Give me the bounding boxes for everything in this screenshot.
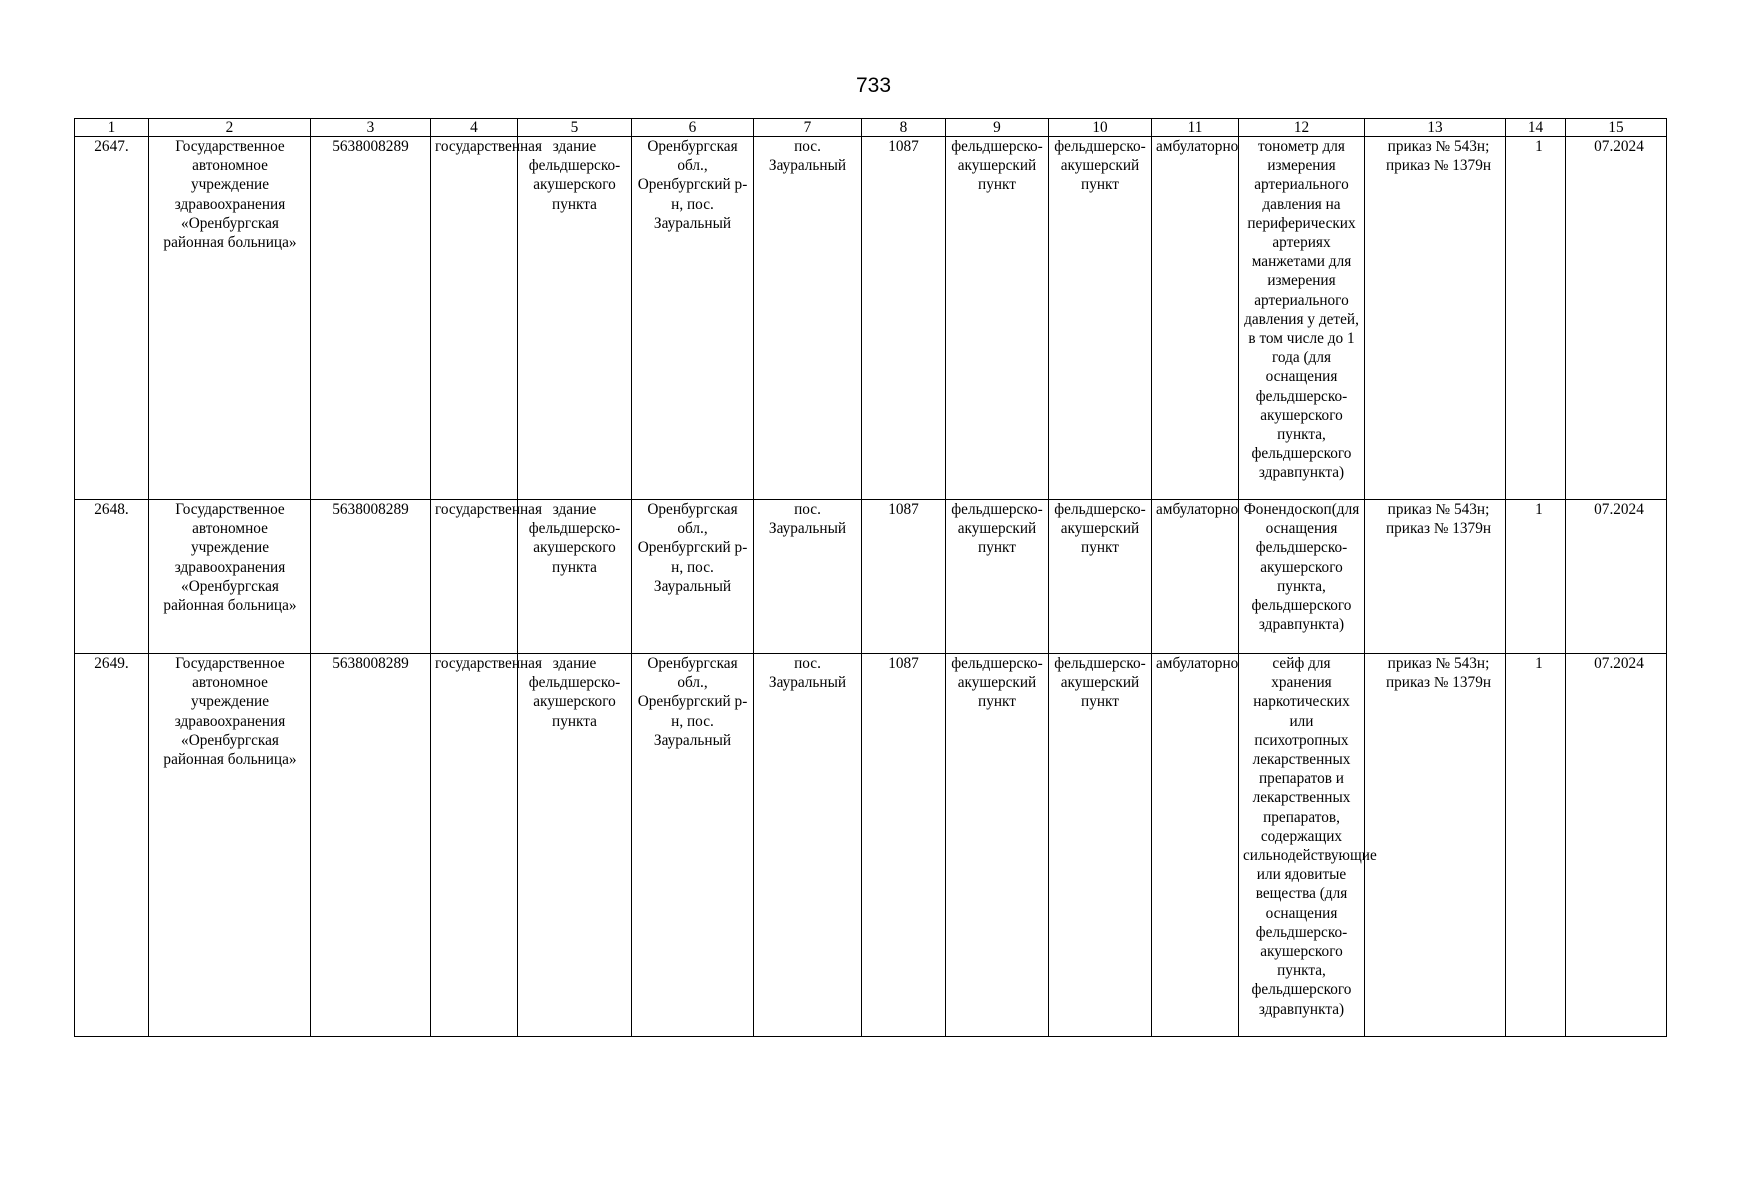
inn-cell: 5638008289	[311, 500, 431, 654]
ownership-cell: государственная	[431, 500, 518, 654]
locality-cell: пос. Зауральный	[754, 137, 862, 500]
col-header-11: 11	[1152, 119, 1239, 137]
col-header-4: 4	[431, 119, 518, 137]
care-type-cell: амбулаторно	[1152, 137, 1239, 500]
locality-cell: пос. Зауральный	[754, 500, 862, 654]
quantity-cell: 1	[1506, 654, 1566, 1037]
col-header-2: 2	[149, 119, 311, 137]
col-header-3: 3	[311, 119, 431, 137]
basis-cell: приказ № 543н; приказ № 1379н	[1365, 500, 1506, 654]
code-cell: 1087	[862, 654, 946, 1037]
row-number: 2647.	[75, 137, 149, 500]
date-cell: 07.2024	[1566, 654, 1667, 1037]
quantity-cell: 1	[1506, 137, 1566, 500]
col-header-15: 15	[1566, 119, 1667, 137]
col-header-14: 14	[1506, 119, 1566, 137]
col-header-1: 1	[75, 119, 149, 137]
table-row	[75, 654, 1667, 1037]
date-cell: 07.2024	[1566, 137, 1667, 500]
row-number: 2648.	[75, 500, 149, 654]
equipment-cell: тонометр для измерения артериального давления на периферических артериях манжетами для измерения артериального давления у детей, в том числе до 1 года (для оснащения фельдшерско-акушерского пункта, фельдшерского здравпункта)	[1239, 137, 1365, 500]
organization-name: Государственное автономное учреждение здравоохранения «Оренбургская районная больница»	[149, 500, 311, 654]
unit-cell: фельдшерско-акушерский пункт	[946, 500, 1049, 654]
building-cell: здание фельдшерско-акушерского пункта	[518, 137, 632, 500]
register-table	[74, 118, 1667, 1037]
unit-cell: фельдшерско-акушерский пункт	[946, 654, 1049, 1037]
equipment-cell: сейф для хранения наркотических или психотропных лекарственных препаратов и лекарственных препаратов, содержащих сильнодействующие или ядовитые вещества (для оснащения фельдшерско-акушерского пункта, фельдшерского здравпункта)	[1239, 654, 1365, 1037]
inn-cell: 5638008289	[311, 137, 431, 500]
equipment-cell: Фонендоскоп(для оснащения фельдшерско-акушерского пункта, фельдшерского здравпункта)	[1239, 500, 1365, 654]
division-cell: фельдшерско-акушерский пункт	[1049, 137, 1152, 500]
code-cell: 1087	[862, 500, 946, 654]
code-cell: 1087	[862, 137, 946, 500]
col-header-9: 9	[946, 119, 1049, 137]
building-cell: здание фельдшерско-акушерского пункта	[518, 654, 632, 1037]
address-cell: Оренбургская обл., Оренбургский р-н, пос. Зауральный	[632, 500, 754, 654]
basis-cell: приказ № 543н; приказ № 1379н	[1365, 654, 1506, 1037]
division-cell: фельдшерско-акушерский пункт	[1049, 500, 1152, 654]
locality-cell: пос. Зауральный	[754, 654, 862, 1037]
quantity-cell: 1	[1506, 500, 1566, 654]
col-header-5: 5	[518, 119, 632, 137]
address-cell: Оренбургская обл., Оренбургский р-н, пос. Зауральный	[632, 654, 754, 1037]
col-header-12: 12	[1239, 119, 1365, 137]
col-header-13: 13	[1365, 119, 1506, 137]
date-cell: 07.2024	[1566, 500, 1667, 654]
organization-name: Государственное автономное учреждение здравоохранения «Оренбургская районная больница»	[149, 137, 311, 500]
division-cell: фельдшерско-акушерский пункт	[1049, 654, 1152, 1037]
row-number: 2649.	[75, 654, 149, 1037]
table-row	[75, 137, 1667, 500]
col-header-8: 8	[862, 119, 946, 137]
col-header-10: 10	[1049, 119, 1152, 137]
col-header-7: 7	[754, 119, 862, 137]
inn-cell: 5638008289	[311, 654, 431, 1037]
ownership-cell: государственная	[431, 137, 518, 500]
col-header-6: 6	[632, 119, 754, 137]
basis-cell: приказ № 543н; приказ № 1379н	[1365, 137, 1506, 500]
ownership-cell: государственная	[431, 654, 518, 1037]
organization-name: Государственное автономное учреждение здравоохранения «Оренбургская районная больница»	[149, 654, 311, 1037]
care-type-cell: амбулаторно	[1152, 654, 1239, 1037]
unit-cell: фельдшерско-акушерский пункт	[946, 137, 1049, 500]
column-number-row	[75, 119, 1667, 137]
page-number: 733	[855, 74, 892, 97]
building-cell: здание фельдшерско-акушерского пункта	[518, 500, 632, 654]
care-type-cell: амбулаторно	[1152, 500, 1239, 654]
table-row	[75, 500, 1667, 654]
address-cell: Оренбургская обл., Оренбургский р-н, пос. Зауральный	[632, 137, 754, 500]
